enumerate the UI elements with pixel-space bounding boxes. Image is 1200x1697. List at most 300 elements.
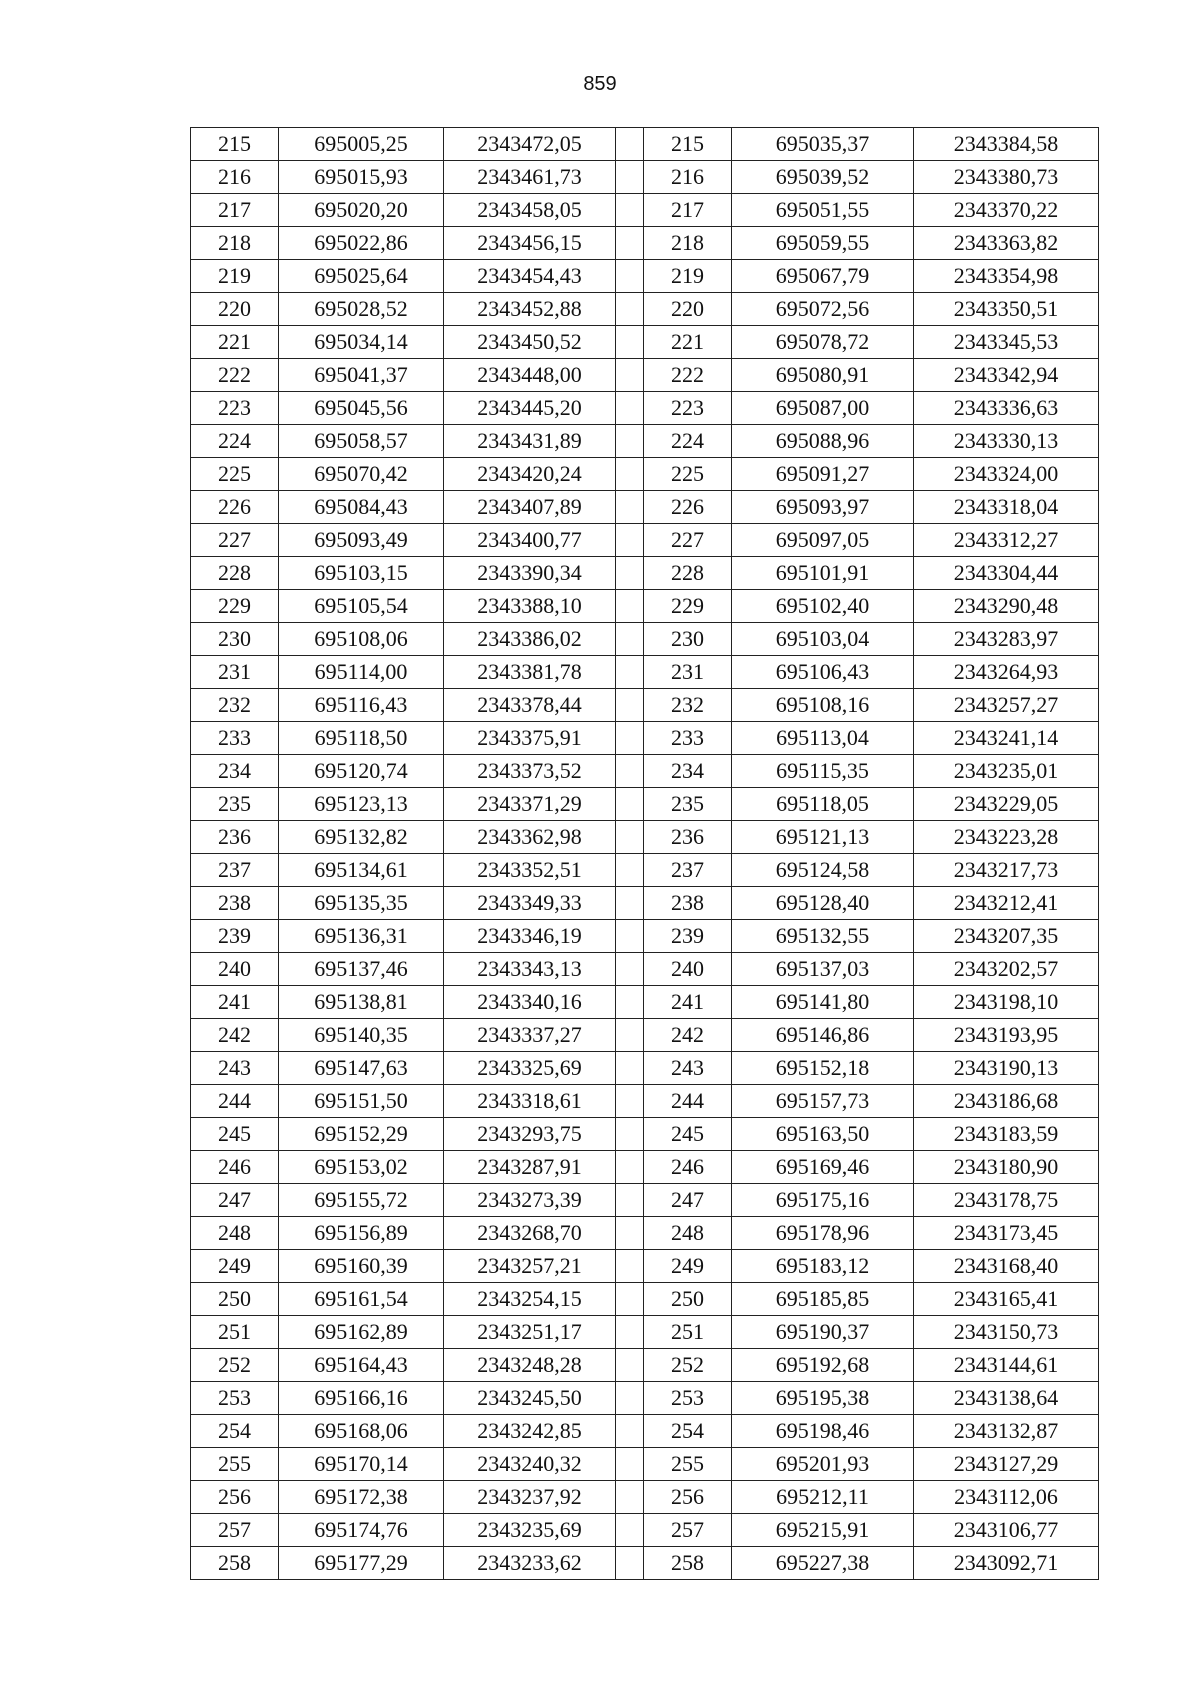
left-x-coordinate-cell: 695156,89 bbox=[279, 1217, 444, 1250]
separator-cell bbox=[616, 1481, 644, 1514]
right-point-number-cell: 225 bbox=[644, 458, 732, 491]
right-point-number-cell: 248 bbox=[644, 1217, 732, 1250]
left-y-coordinate-cell: 2343273,39 bbox=[444, 1184, 616, 1217]
left-x-coordinate-cell: 695166,16 bbox=[279, 1382, 444, 1415]
left-y-coordinate-cell: 2343388,10 bbox=[444, 590, 616, 623]
separator-cell bbox=[616, 1217, 644, 1250]
right-x-coordinate-cell: 695072,56 bbox=[732, 293, 914, 326]
right-point-number-cell: 221 bbox=[644, 326, 732, 359]
right-point-number-cell: 251 bbox=[644, 1316, 732, 1349]
separator-cell bbox=[616, 1415, 644, 1448]
separator-cell bbox=[616, 656, 644, 689]
right-point-number-cell: 247 bbox=[644, 1184, 732, 1217]
left-x-coordinate-cell: 695070,42 bbox=[279, 458, 444, 491]
left-y-coordinate-cell: 2343454,43 bbox=[444, 260, 616, 293]
left-y-coordinate-cell: 2343373,52 bbox=[444, 755, 616, 788]
left-x-coordinate-cell: 695045,56 bbox=[279, 392, 444, 425]
right-x-coordinate-cell: 695132,55 bbox=[732, 920, 914, 953]
right-x-coordinate-cell: 695146,86 bbox=[732, 1019, 914, 1052]
right-point-number-cell: 258 bbox=[644, 1547, 732, 1580]
left-x-coordinate-cell: 695103,15 bbox=[279, 557, 444, 590]
table-row bbox=[191, 128, 1099, 161]
right-x-coordinate-cell: 695106,43 bbox=[732, 656, 914, 689]
left-y-coordinate-cell: 2343448,00 bbox=[444, 359, 616, 392]
left-point-number-cell: 231 bbox=[191, 656, 279, 689]
table-row bbox=[191, 1118, 1099, 1151]
left-y-coordinate-cell: 2343352,51 bbox=[444, 854, 616, 887]
table-row bbox=[191, 755, 1099, 788]
right-x-coordinate-cell: 695102,40 bbox=[732, 590, 914, 623]
left-y-coordinate-cell: 2343325,69 bbox=[444, 1052, 616, 1085]
separator-cell bbox=[616, 1382, 644, 1415]
table-row bbox=[191, 359, 1099, 392]
right-point-number-cell: 217 bbox=[644, 194, 732, 227]
right-x-coordinate-cell: 695113,04 bbox=[732, 722, 914, 755]
left-y-coordinate-cell: 2343375,91 bbox=[444, 722, 616, 755]
table-row bbox=[191, 227, 1099, 260]
right-y-coordinate-cell: 2343132,87 bbox=[914, 1415, 1099, 1448]
left-point-number-cell: 244 bbox=[191, 1085, 279, 1118]
separator-cell bbox=[616, 953, 644, 986]
right-y-coordinate-cell: 2343312,27 bbox=[914, 524, 1099, 557]
left-x-coordinate-cell: 695123,13 bbox=[279, 788, 444, 821]
separator-cell bbox=[616, 227, 644, 260]
table-row bbox=[191, 1514, 1099, 1547]
left-x-coordinate-cell: 695114,00 bbox=[279, 656, 444, 689]
left-x-coordinate-cell: 695084,43 bbox=[279, 491, 444, 524]
left-y-coordinate-cell: 2343257,21 bbox=[444, 1250, 616, 1283]
separator-cell bbox=[616, 260, 644, 293]
table-row bbox=[191, 821, 1099, 854]
left-x-coordinate-cell: 695116,43 bbox=[279, 689, 444, 722]
right-point-number-cell: 222 bbox=[644, 359, 732, 392]
separator-cell bbox=[616, 326, 644, 359]
table-row bbox=[191, 1382, 1099, 1415]
right-x-coordinate-cell: 695183,12 bbox=[732, 1250, 914, 1283]
left-x-coordinate-cell: 695118,50 bbox=[279, 722, 444, 755]
separator-cell bbox=[616, 821, 644, 854]
right-x-coordinate-cell: 695227,38 bbox=[732, 1547, 914, 1580]
right-x-coordinate-cell: 695121,13 bbox=[732, 821, 914, 854]
right-point-number-cell: 257 bbox=[644, 1514, 732, 1547]
right-point-number-cell: 255 bbox=[644, 1448, 732, 1481]
left-y-coordinate-cell: 2343371,29 bbox=[444, 788, 616, 821]
separator-cell bbox=[616, 1448, 644, 1481]
table-row bbox=[191, 887, 1099, 920]
right-point-number-cell: 254 bbox=[644, 1415, 732, 1448]
left-x-coordinate-cell: 695028,52 bbox=[279, 293, 444, 326]
right-x-coordinate-cell: 695157,73 bbox=[732, 1085, 914, 1118]
right-x-coordinate-cell: 695169,46 bbox=[732, 1151, 914, 1184]
right-point-number-cell: 253 bbox=[644, 1382, 732, 1415]
right-x-coordinate-cell: 695080,91 bbox=[732, 359, 914, 392]
separator-cell bbox=[616, 1052, 644, 1085]
right-y-coordinate-cell: 2343345,53 bbox=[914, 326, 1099, 359]
left-point-number-cell: 225 bbox=[191, 458, 279, 491]
left-x-coordinate-cell: 695020,20 bbox=[279, 194, 444, 227]
table-row bbox=[191, 260, 1099, 293]
right-y-coordinate-cell: 2343092,71 bbox=[914, 1547, 1099, 1580]
table-row bbox=[191, 326, 1099, 359]
left-y-coordinate-cell: 2343349,33 bbox=[444, 887, 616, 920]
separator-cell bbox=[616, 1316, 644, 1349]
left-y-coordinate-cell: 2343237,92 bbox=[444, 1481, 616, 1514]
left-x-coordinate-cell: 695168,06 bbox=[279, 1415, 444, 1448]
table-row bbox=[191, 1349, 1099, 1382]
right-y-coordinate-cell: 2343112,06 bbox=[914, 1481, 1099, 1514]
left-y-coordinate-cell: 2343407,89 bbox=[444, 491, 616, 524]
left-y-coordinate-cell: 2343472,05 bbox=[444, 128, 616, 161]
right-x-coordinate-cell: 695215,91 bbox=[732, 1514, 914, 1547]
table-body bbox=[191, 128, 1099, 1580]
right-y-coordinate-cell: 2343229,05 bbox=[914, 788, 1099, 821]
right-point-number-cell: 219 bbox=[644, 260, 732, 293]
right-y-coordinate-cell: 2343324,00 bbox=[914, 458, 1099, 491]
right-x-coordinate-cell: 695175,16 bbox=[732, 1184, 914, 1217]
left-point-number-cell: 243 bbox=[191, 1052, 279, 1085]
right-y-coordinate-cell: 2343318,04 bbox=[914, 491, 1099, 524]
separator-cell bbox=[616, 359, 644, 392]
right-x-coordinate-cell: 695091,27 bbox=[732, 458, 914, 491]
left-point-number-cell: 219 bbox=[191, 260, 279, 293]
separator-cell bbox=[616, 128, 644, 161]
left-x-coordinate-cell: 695005,25 bbox=[279, 128, 444, 161]
right-x-coordinate-cell: 695103,04 bbox=[732, 623, 914, 656]
left-y-coordinate-cell: 2343362,98 bbox=[444, 821, 616, 854]
separator-cell bbox=[616, 1151, 644, 1184]
table-row bbox=[191, 1415, 1099, 1448]
left-point-number-cell: 247 bbox=[191, 1184, 279, 1217]
left-x-coordinate-cell: 695022,86 bbox=[279, 227, 444, 260]
separator-cell bbox=[616, 1118, 644, 1151]
right-point-number-cell: 233 bbox=[644, 722, 732, 755]
right-y-coordinate-cell: 2343354,98 bbox=[914, 260, 1099, 293]
right-y-coordinate-cell: 2343190,13 bbox=[914, 1052, 1099, 1085]
right-x-coordinate-cell: 695178,96 bbox=[732, 1217, 914, 1250]
left-point-number-cell: 223 bbox=[191, 392, 279, 425]
separator-cell bbox=[616, 887, 644, 920]
separator-cell bbox=[616, 1250, 644, 1283]
right-y-coordinate-cell: 2343304,44 bbox=[914, 557, 1099, 590]
separator-cell bbox=[616, 491, 644, 524]
table-row bbox=[191, 788, 1099, 821]
left-point-number-cell: 232 bbox=[191, 689, 279, 722]
right-x-coordinate-cell: 695198,46 bbox=[732, 1415, 914, 1448]
right-x-coordinate-cell: 695115,35 bbox=[732, 755, 914, 788]
right-point-number-cell: 239 bbox=[644, 920, 732, 953]
right-x-coordinate-cell: 695212,11 bbox=[732, 1481, 914, 1514]
left-y-coordinate-cell: 2343240,32 bbox=[444, 1448, 616, 1481]
table-row bbox=[191, 194, 1099, 227]
left-point-number-cell: 218 bbox=[191, 227, 279, 260]
separator-cell bbox=[616, 1019, 644, 1052]
right-point-number-cell: 223 bbox=[644, 392, 732, 425]
left-x-coordinate-cell: 695136,31 bbox=[279, 920, 444, 953]
left-point-number-cell: 237 bbox=[191, 854, 279, 887]
left-x-coordinate-cell: 695140,35 bbox=[279, 1019, 444, 1052]
right-x-coordinate-cell: 695163,50 bbox=[732, 1118, 914, 1151]
table-row bbox=[191, 623, 1099, 656]
left-point-number-cell: 226 bbox=[191, 491, 279, 524]
separator-cell bbox=[616, 1184, 644, 1217]
left-x-coordinate-cell: 695137,46 bbox=[279, 953, 444, 986]
left-x-coordinate-cell: 695160,39 bbox=[279, 1250, 444, 1283]
separator-cell bbox=[616, 557, 644, 590]
left-x-coordinate-cell: 695138,81 bbox=[279, 986, 444, 1019]
right-x-coordinate-cell: 695039,52 bbox=[732, 161, 914, 194]
right-point-number-cell: 215 bbox=[644, 128, 732, 161]
separator-cell bbox=[616, 458, 644, 491]
right-y-coordinate-cell: 2343330,13 bbox=[914, 425, 1099, 458]
left-x-coordinate-cell: 695162,89 bbox=[279, 1316, 444, 1349]
left-y-coordinate-cell: 2343378,44 bbox=[444, 689, 616, 722]
left-x-coordinate-cell: 695151,50 bbox=[279, 1085, 444, 1118]
separator-cell bbox=[616, 788, 644, 821]
table-row bbox=[191, 1019, 1099, 1052]
right-x-coordinate-cell: 695128,40 bbox=[732, 887, 914, 920]
left-x-coordinate-cell: 695041,37 bbox=[279, 359, 444, 392]
right-y-coordinate-cell: 2343173,45 bbox=[914, 1217, 1099, 1250]
right-point-number-cell: 216 bbox=[644, 161, 732, 194]
left-y-coordinate-cell: 2343293,75 bbox=[444, 1118, 616, 1151]
right-point-number-cell: 230 bbox=[644, 623, 732, 656]
right-y-coordinate-cell: 2343264,93 bbox=[914, 656, 1099, 689]
separator-cell bbox=[616, 623, 644, 656]
right-x-coordinate-cell: 695185,85 bbox=[732, 1283, 914, 1316]
left-point-number-cell: 233 bbox=[191, 722, 279, 755]
left-x-coordinate-cell: 695172,38 bbox=[279, 1481, 444, 1514]
right-y-coordinate-cell: 2343241,14 bbox=[914, 722, 1099, 755]
table-row bbox=[191, 953, 1099, 986]
left-x-coordinate-cell: 695147,63 bbox=[279, 1052, 444, 1085]
right-point-number-cell: 232 bbox=[644, 689, 732, 722]
right-x-coordinate-cell: 695059,55 bbox=[732, 227, 914, 260]
left-point-number-cell: 241 bbox=[191, 986, 279, 1019]
separator-cell bbox=[616, 524, 644, 557]
right-point-number-cell: 226 bbox=[644, 491, 732, 524]
right-point-number-cell: 231 bbox=[644, 656, 732, 689]
right-y-coordinate-cell: 2343363,82 bbox=[914, 227, 1099, 260]
right-point-number-cell: 228 bbox=[644, 557, 732, 590]
table-row bbox=[191, 293, 1099, 326]
left-y-coordinate-cell: 2343245,50 bbox=[444, 1382, 616, 1415]
left-y-coordinate-cell: 2343400,77 bbox=[444, 524, 616, 557]
right-y-coordinate-cell: 2343127,29 bbox=[914, 1448, 1099, 1481]
left-y-coordinate-cell: 2343445,20 bbox=[444, 392, 616, 425]
right-y-coordinate-cell: 2343290,48 bbox=[914, 590, 1099, 623]
left-x-coordinate-cell: 695025,64 bbox=[279, 260, 444, 293]
right-x-coordinate-cell: 695195,38 bbox=[732, 1382, 914, 1415]
right-point-number-cell: 235 bbox=[644, 788, 732, 821]
right-y-coordinate-cell: 2343384,58 bbox=[914, 128, 1099, 161]
left-y-coordinate-cell: 2343337,27 bbox=[444, 1019, 616, 1052]
table-row bbox=[191, 524, 1099, 557]
page-number: 859 bbox=[583, 73, 617, 95]
right-x-coordinate-cell: 695087,00 bbox=[732, 392, 914, 425]
left-point-number-cell: 236 bbox=[191, 821, 279, 854]
table-row bbox=[191, 1085, 1099, 1118]
left-point-number-cell: 242 bbox=[191, 1019, 279, 1052]
left-point-number-cell: 258 bbox=[191, 1547, 279, 1580]
left-x-coordinate-cell: 695155,72 bbox=[279, 1184, 444, 1217]
left-point-number-cell: 220 bbox=[191, 293, 279, 326]
right-y-coordinate-cell: 2343380,73 bbox=[914, 161, 1099, 194]
table-row bbox=[191, 986, 1099, 1019]
left-point-number-cell: 250 bbox=[191, 1283, 279, 1316]
left-y-coordinate-cell: 2343248,28 bbox=[444, 1349, 616, 1382]
right-point-number-cell: 241 bbox=[644, 986, 732, 1019]
table-row bbox=[191, 161, 1099, 194]
right-y-coordinate-cell: 2343183,59 bbox=[914, 1118, 1099, 1151]
left-y-coordinate-cell: 2343343,13 bbox=[444, 953, 616, 986]
left-x-coordinate-cell: 695132,82 bbox=[279, 821, 444, 854]
right-point-number-cell: 238 bbox=[644, 887, 732, 920]
right-point-number-cell: 220 bbox=[644, 293, 732, 326]
table-row bbox=[191, 656, 1099, 689]
right-y-coordinate-cell: 2343212,41 bbox=[914, 887, 1099, 920]
separator-cell bbox=[616, 425, 644, 458]
right-point-number-cell: 243 bbox=[644, 1052, 732, 1085]
right-x-coordinate-cell: 695067,79 bbox=[732, 260, 914, 293]
right-y-coordinate-cell: 2343180,90 bbox=[914, 1151, 1099, 1184]
left-x-coordinate-cell: 695015,93 bbox=[279, 161, 444, 194]
left-y-coordinate-cell: 2343390,34 bbox=[444, 557, 616, 590]
left-y-coordinate-cell: 2343242,85 bbox=[444, 1415, 616, 1448]
right-x-coordinate-cell: 695093,97 bbox=[732, 491, 914, 524]
left-y-coordinate-cell: 2343386,02 bbox=[444, 623, 616, 656]
left-y-coordinate-cell: 2343458,05 bbox=[444, 194, 616, 227]
right-point-number-cell: 234 bbox=[644, 755, 732, 788]
left-y-coordinate-cell: 2343340,16 bbox=[444, 986, 616, 1019]
right-y-coordinate-cell: 2343138,64 bbox=[914, 1382, 1099, 1415]
left-point-number-cell: 235 bbox=[191, 788, 279, 821]
separator-cell bbox=[616, 590, 644, 623]
right-point-number-cell: 240 bbox=[644, 953, 732, 986]
right-point-number-cell: 236 bbox=[644, 821, 732, 854]
separator-cell bbox=[616, 920, 644, 953]
separator-cell bbox=[616, 755, 644, 788]
right-x-coordinate-cell: 695035,37 bbox=[732, 128, 914, 161]
right-y-coordinate-cell: 2343198,10 bbox=[914, 986, 1099, 1019]
separator-cell bbox=[616, 161, 644, 194]
right-point-number-cell: 256 bbox=[644, 1481, 732, 1514]
left-y-coordinate-cell: 2343431,89 bbox=[444, 425, 616, 458]
right-y-coordinate-cell: 2343165,41 bbox=[914, 1283, 1099, 1316]
separator-cell bbox=[616, 854, 644, 887]
table-row bbox=[191, 722, 1099, 755]
left-y-coordinate-cell: 2343381,78 bbox=[444, 656, 616, 689]
left-y-coordinate-cell: 2343450,52 bbox=[444, 326, 616, 359]
right-y-coordinate-cell: 2343178,75 bbox=[914, 1184, 1099, 1217]
left-point-number-cell: 253 bbox=[191, 1382, 279, 1415]
right-x-coordinate-cell: 695108,16 bbox=[732, 689, 914, 722]
table-row bbox=[191, 392, 1099, 425]
left-point-number-cell: 249 bbox=[191, 1250, 279, 1283]
right-y-coordinate-cell: 2343207,35 bbox=[914, 920, 1099, 953]
table-row bbox=[191, 425, 1099, 458]
left-y-coordinate-cell: 2343268,70 bbox=[444, 1217, 616, 1250]
left-x-coordinate-cell: 695135,35 bbox=[279, 887, 444, 920]
left-point-number-cell: 245 bbox=[191, 1118, 279, 1151]
left-point-number-cell: 257 bbox=[191, 1514, 279, 1547]
table-row bbox=[191, 1250, 1099, 1283]
left-point-number-cell: 240 bbox=[191, 953, 279, 986]
left-point-number-cell: 256 bbox=[191, 1481, 279, 1514]
separator-cell bbox=[616, 689, 644, 722]
right-point-number-cell: 250 bbox=[644, 1283, 732, 1316]
right-x-coordinate-cell: 695051,55 bbox=[732, 194, 914, 227]
right-x-coordinate-cell: 695118,05 bbox=[732, 788, 914, 821]
table-row bbox=[191, 491, 1099, 524]
right-y-coordinate-cell: 2343144,61 bbox=[914, 1349, 1099, 1382]
left-y-coordinate-cell: 2343318,61 bbox=[444, 1085, 616, 1118]
right-y-coordinate-cell: 2343186,68 bbox=[914, 1085, 1099, 1118]
table-row bbox=[191, 1448, 1099, 1481]
separator-cell bbox=[616, 1547, 644, 1580]
separator-cell bbox=[616, 722, 644, 755]
separator-cell bbox=[616, 1349, 644, 1382]
table-row bbox=[191, 458, 1099, 491]
left-point-number-cell: 234 bbox=[191, 755, 279, 788]
left-point-number-cell: 217 bbox=[191, 194, 279, 227]
table-row bbox=[191, 1547, 1099, 1580]
right-y-coordinate-cell: 2343370,22 bbox=[914, 194, 1099, 227]
left-x-coordinate-cell: 695058,57 bbox=[279, 425, 444, 458]
right-point-number-cell: 245 bbox=[644, 1118, 732, 1151]
left-point-number-cell: 222 bbox=[191, 359, 279, 392]
left-x-coordinate-cell: 695164,43 bbox=[279, 1349, 444, 1382]
left-point-number-cell: 251 bbox=[191, 1316, 279, 1349]
left-x-coordinate-cell: 695120,74 bbox=[279, 755, 444, 788]
left-x-coordinate-cell: 695034,14 bbox=[279, 326, 444, 359]
left-y-coordinate-cell: 2343287,91 bbox=[444, 1151, 616, 1184]
left-x-coordinate-cell: 695153,02 bbox=[279, 1151, 444, 1184]
right-y-coordinate-cell: 2343283,97 bbox=[914, 623, 1099, 656]
left-point-number-cell: 252 bbox=[191, 1349, 279, 1382]
right-x-coordinate-cell: 695097,05 bbox=[732, 524, 914, 557]
right-point-number-cell: 249 bbox=[644, 1250, 732, 1283]
right-x-coordinate-cell: 695101,91 bbox=[732, 557, 914, 590]
right-point-number-cell: 227 bbox=[644, 524, 732, 557]
right-y-coordinate-cell: 2343336,63 bbox=[914, 392, 1099, 425]
table-row bbox=[191, 854, 1099, 887]
left-y-coordinate-cell: 2343233,62 bbox=[444, 1547, 616, 1580]
left-point-number-cell: 215 bbox=[191, 128, 279, 161]
right-x-coordinate-cell: 695141,80 bbox=[732, 986, 914, 1019]
left-point-number-cell: 229 bbox=[191, 590, 279, 623]
table-row bbox=[191, 1184, 1099, 1217]
left-x-coordinate-cell: 695134,61 bbox=[279, 854, 444, 887]
right-x-coordinate-cell: 695124,58 bbox=[732, 854, 914, 887]
right-y-coordinate-cell: 2343257,27 bbox=[914, 689, 1099, 722]
right-y-coordinate-cell: 2343350,51 bbox=[914, 293, 1099, 326]
right-point-number-cell: 229 bbox=[644, 590, 732, 623]
left-x-coordinate-cell: 695108,06 bbox=[279, 623, 444, 656]
left-point-number-cell: 254 bbox=[191, 1415, 279, 1448]
table-row bbox=[191, 1217, 1099, 1250]
left-x-coordinate-cell: 695152,29 bbox=[279, 1118, 444, 1151]
left-point-number-cell: 239 bbox=[191, 920, 279, 953]
right-x-coordinate-cell: 695088,96 bbox=[732, 425, 914, 458]
left-y-coordinate-cell: 2343461,73 bbox=[444, 161, 616, 194]
table-row bbox=[191, 1283, 1099, 1316]
separator-cell bbox=[616, 392, 644, 425]
separator-cell bbox=[616, 194, 644, 227]
left-x-coordinate-cell: 695177,29 bbox=[279, 1547, 444, 1580]
right-x-coordinate-cell: 695190,37 bbox=[732, 1316, 914, 1349]
left-point-number-cell: 227 bbox=[191, 524, 279, 557]
left-point-number-cell: 246 bbox=[191, 1151, 279, 1184]
